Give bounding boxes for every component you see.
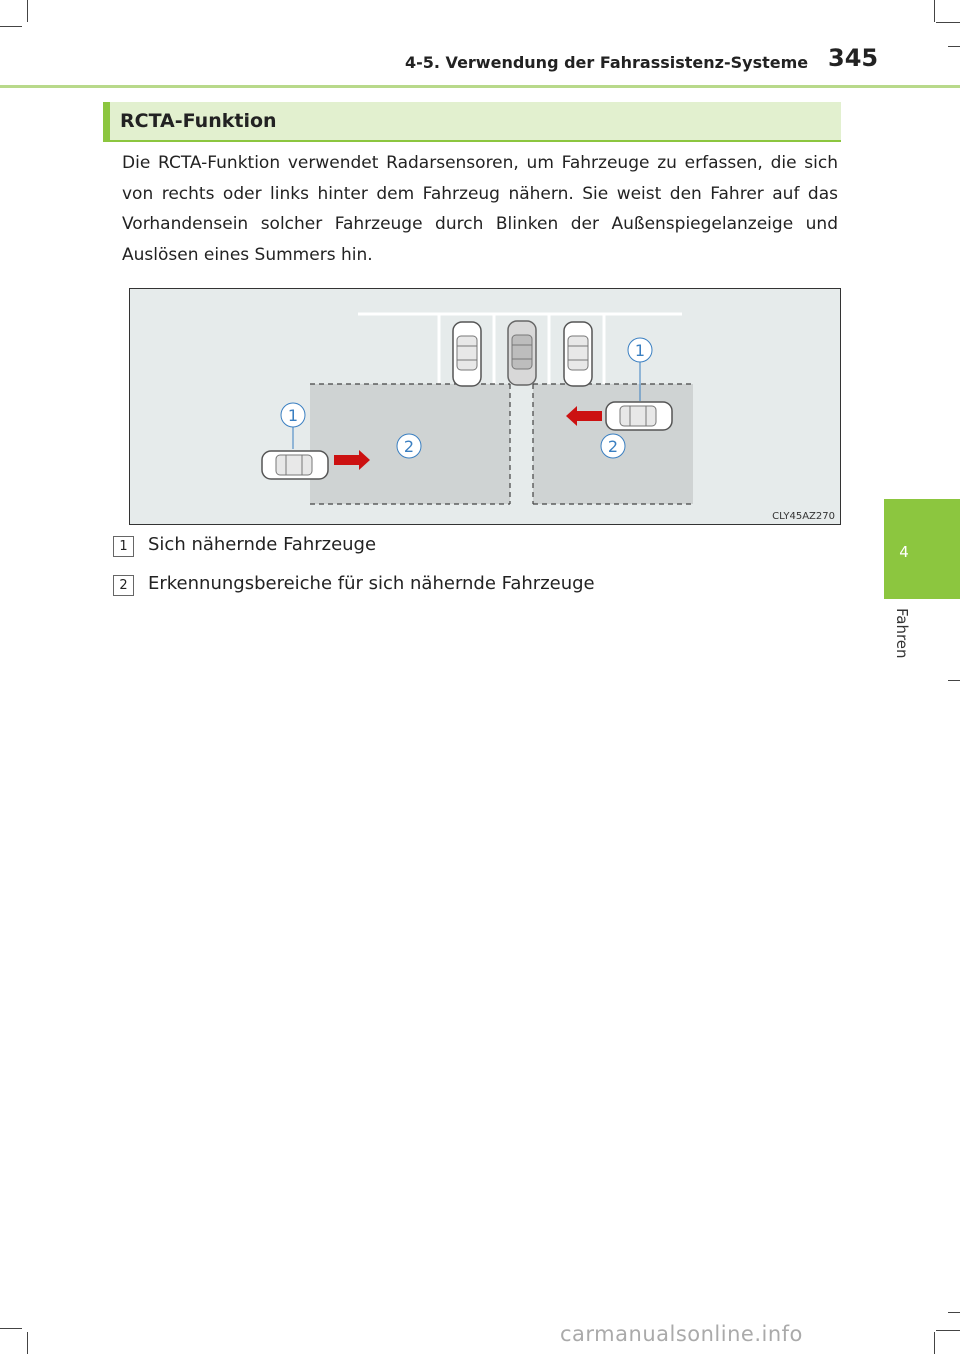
crop-mark (936, 22, 960, 23)
body-paragraph: Die RCTA-Funktion verwendet Radarsensoren, um Fahrzeuge zu erfassen, die sich von rechts oder links hinter dem Fahrzeug nähern. Sie weist den Fahrer auf das Vorhandensein solcher Fahrzeuge durch Blinken der Außenspiegelanzeige und Auslösen eines Summers hin. (122, 153, 838, 265)
figure-code: CLY45AZ270 (772, 511, 835, 522)
legend-badge-2: 2 (113, 575, 134, 596)
callout-1-right: 1 (634, 341, 646, 360)
watermark: carmanualsonline.info (560, 1322, 803, 1346)
chapter-title: 4-5. Verwendung der Fahrassistenz-Systeme (405, 53, 809, 72)
crop-mark (934, 0, 935, 22)
header-rule (0, 85, 960, 88)
section-underline (103, 140, 841, 142)
crop-mark (0, 26, 22, 27)
rcta-diagram (130, 289, 840, 524)
chapter-tab-number: 4 (899, 543, 909, 561)
crop-mark (934, 1332, 935, 1354)
rcta-illustration (129, 288, 841, 525)
callout-1-left: 1 (287, 406, 299, 425)
callout-2-right: 2 (607, 437, 619, 456)
legend-badge-1: 1 (113, 536, 134, 557)
crop-mark (936, 1330, 960, 1331)
chapter-tab (884, 499, 960, 599)
crop-mark (948, 1312, 960, 1313)
crop-mark (27, 0, 28, 22)
legend-text-2: Erkennungsbereiche für sich nähernde Fahrzeuge (148, 573, 595, 594)
crop-mark (27, 1332, 28, 1354)
callout-2-left: 2 (403, 437, 415, 456)
section-accent (103, 102, 110, 140)
chapter-tab-label-text: Fahren (893, 608, 911, 659)
chapter-tab-label (893, 608, 911, 659)
crop-mark (948, 46, 960, 47)
section-title: RCTA-Funktion (120, 110, 277, 132)
legend-text-1: Sich nähernde Fahrzeuge (148, 534, 377, 555)
crop-mark (948, 680, 960, 681)
page-number: 345 (828, 44, 879, 72)
crop-mark (0, 1328, 22, 1329)
section-heading (103, 102, 841, 140)
